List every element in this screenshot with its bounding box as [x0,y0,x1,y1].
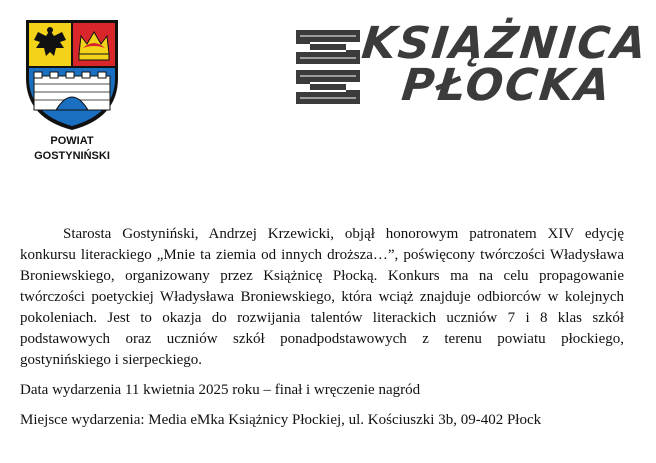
logo-text-plocka: PŁOCKA [399,60,615,111]
logo-text-ksiaznica: KSIĄŻNICA [359,18,651,69]
book-stack-icon [290,24,370,120]
ksiaznica-plocka-logo [290,18,651,118]
coat-caption-powiat: POWIAT [50,135,94,147]
event-place: Miejsce wydarzenia: Media eMka Książnicy Płockiej, ul. Kościuszki 3b, 09-402 Płock [20,412,542,428]
intro-paragraph: Starosta Gostyniński, Andrzej Krzewicki, objął honorowym patronatem XIV edycję konkursu literackiego „Mnie ta ziemia od innych droższa…”, poświęcony twórczości Władysława Broniewskiego, organizowany przez Książnicę Płocką. Konkurs ma na celu propagowanie twórczości poetyckiej Władysława Broniewskiego, która wciąż znajduje odbiorców w kolejnych pokoleniach. Jest to okazja do rozwijania talentów literackich uczniów 7 i 8 klas szkół podstawowych oraz uczniów szkół ponadpodstawowych z terenu powiatu płockiego, gostynińskiego i sierpeckiego. [20,226,624,368]
event-date: Data wydarzenia 11 kwietnia 2025 roku – finał i wręczenie nagród [20,382,421,398]
article-body [20,224,624,440]
coat-caption-gostyninski: GOSTYNIŃSKI [34,150,110,162]
powiat-coat-of-arms [22,18,122,166]
coat-of-arms-shield-icon [22,18,122,132]
castle-wall-icon [34,72,110,110]
